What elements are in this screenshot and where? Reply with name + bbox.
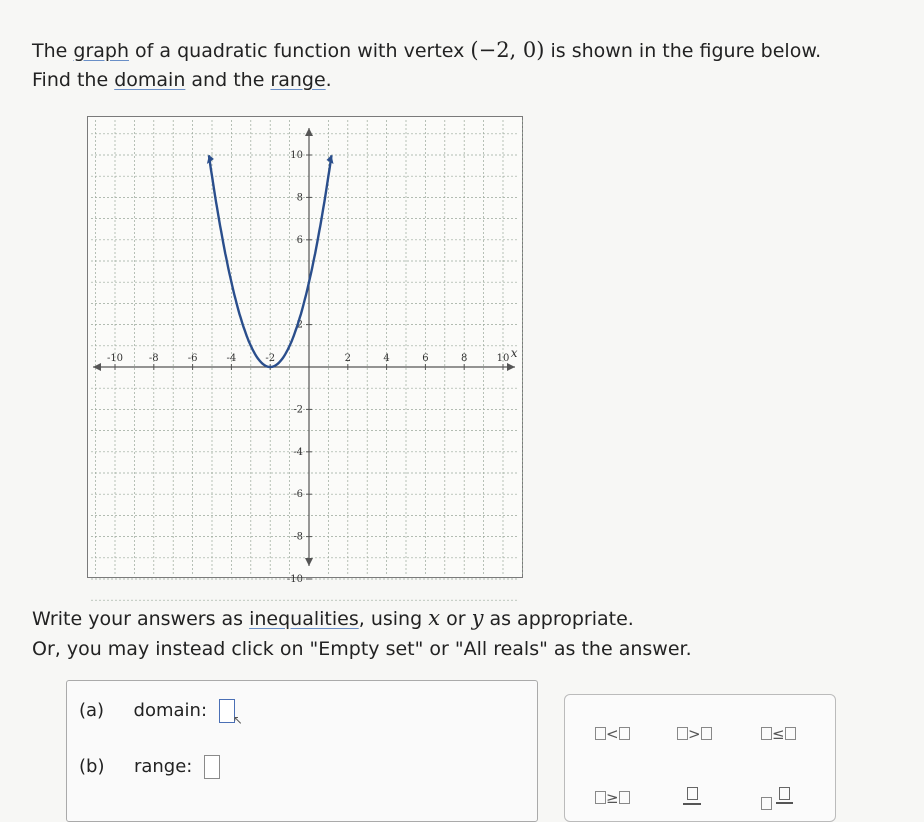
x-tick-label: 2 [344, 353, 351, 364]
instructions-line-2 [32, 637, 692, 661]
y-tick-label: 10 [290, 150, 303, 161]
x-tick-label: -4 [226, 353, 237, 364]
x-tick-label: 10 [496, 353, 510, 364]
domain-label: domain: [133, 700, 208, 721]
instructions-text: Write your answers as [32, 608, 250, 630]
graph-link[interactable]: graph [73, 40, 130, 62]
y-tick-label: -10 [286, 574, 303, 585]
y-tick-label: 8 [296, 192, 303, 204]
y-tick-label: -4 [293, 446, 303, 458]
fraction-button[interactable] [683, 787, 701, 805]
x-tick-label: -2 [265, 353, 276, 364]
y-tick-label: 6 [296, 234, 303, 246]
greater-than-button[interactable]: > [677, 725, 712, 743]
question-line-1 [32, 38, 821, 63]
range-row [79, 755, 220, 779]
x-tick-label: 4 [383, 353, 390, 364]
range-label: range: [133, 756, 193, 777]
question-line-2 [32, 68, 332, 92]
less-equal-button[interactable]: ≤ [761, 725, 796, 743]
answer-panel [66, 680, 538, 822]
symbol-keypad [564, 694, 836, 822]
domain-row [79, 699, 243, 727]
part-a-label: (a) [79, 700, 105, 721]
vertex-coordinates: (−2, 0) [470, 38, 545, 62]
question-text: Find the [32, 69, 115, 91]
x-tick-label: 8 [461, 353, 468, 364]
question-text: . [325, 69, 332, 91]
x-tick-label: -8 [148, 353, 159, 364]
range-input[interactable] [204, 755, 220, 779]
instructions-text: or [440, 608, 472, 630]
question-text: The [32, 40, 74, 62]
x-axis-label: x [510, 346, 518, 360]
y-tick-label: -6 [293, 489, 303, 501]
instructions-text: Or, you may instead click on "Empty set" or "All reals" as the answer. [32, 638, 692, 660]
y-tick-label: -2 [293, 404, 303, 416]
x-tick-label: -6 [187, 353, 198, 364]
domain-link[interactable]: domain [114, 69, 186, 91]
question-text: is shown in the figure below. [544, 40, 822, 62]
x-variable: x [428, 606, 441, 630]
cursor-icon: ↖ [232, 713, 243, 727]
inequalities-link[interactable]: inequalities [249, 608, 359, 630]
greater-equal-button[interactable]: ≥ [595, 789, 630, 807]
part-b-label: (b) [79, 756, 105, 777]
y-tick-label: 2 [296, 319, 303, 331]
parabola-graph [87, 116, 523, 585]
x-tick-label: -10 [106, 353, 124, 364]
graph-frame [88, 117, 523, 578]
less-than-button[interactable]: < [595, 725, 630, 743]
y-tick-label: -8 [293, 531, 303, 543]
question-text: of a quadratic function with vertex [129, 40, 471, 62]
question-text: and the [185, 69, 271, 91]
instructions-line-1 [32, 606, 634, 631]
x-tick-label: 6 [422, 353, 429, 364]
instructions-text: as appropriate. [483, 608, 634, 630]
range-link[interactable]: range [270, 69, 326, 91]
instructions-text: , using [358, 608, 429, 630]
y-variable: y [471, 606, 484, 630]
